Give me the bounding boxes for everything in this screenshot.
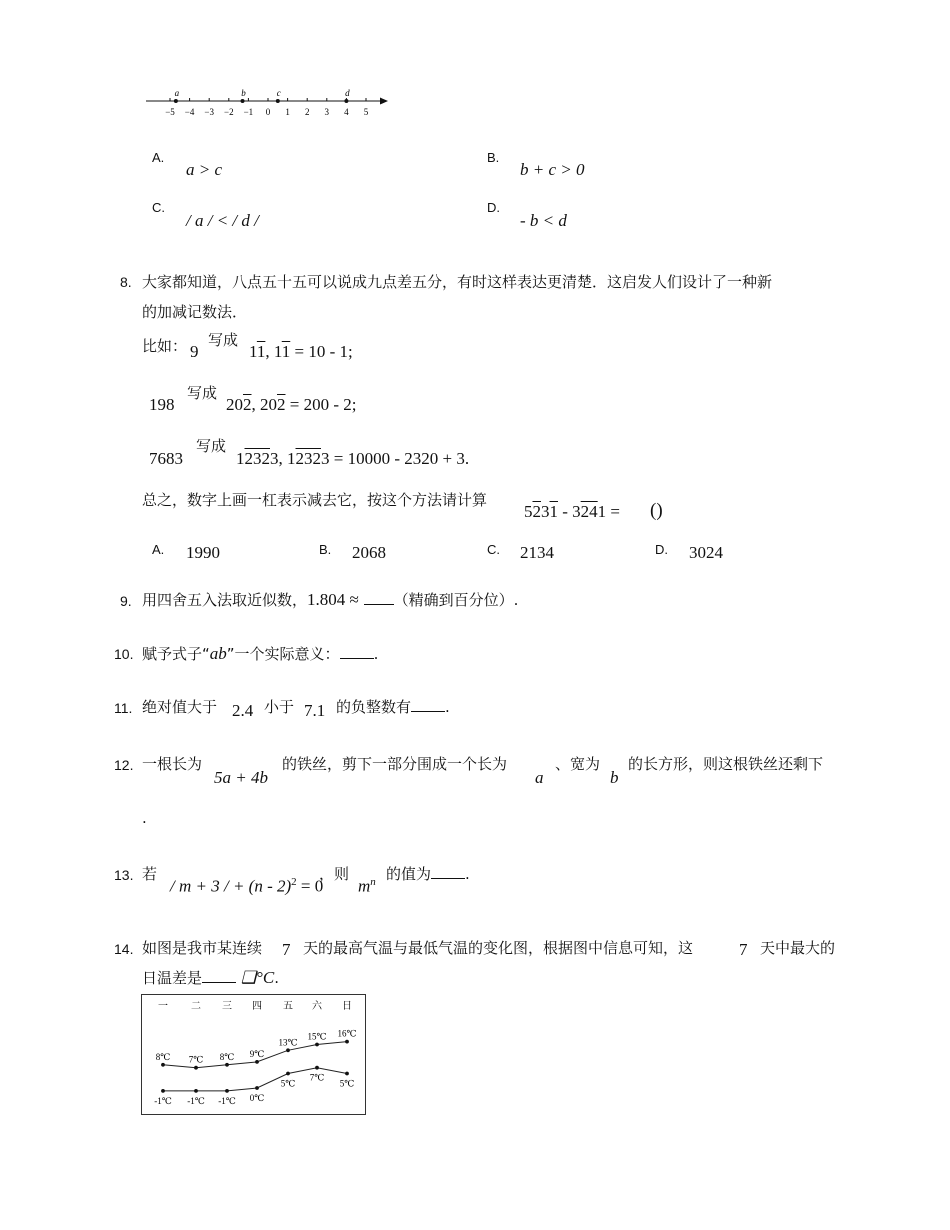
q12-text-4: 的长方形，则这根铁丝还剩下	[628, 755, 824, 773]
chart-point	[315, 1066, 319, 1070]
q12-text-2: 的铁丝，剪下一部分围成一个长为	[282, 755, 508, 773]
q8-expression: 5231 - 3241 =	[524, 502, 621, 521]
q14-value-1: 7	[282, 940, 291, 959]
chart-data-label: 5℃	[339, 1078, 355, 1089]
q8-option-a-value: 1990	[186, 543, 220, 562]
chart-data-label: 9℃	[249, 1048, 265, 1059]
q14-value-2: 7	[739, 940, 748, 959]
q10-line: 赋予式子“ab”一个实际意义： .	[142, 644, 379, 663]
q8-summary: 总之，数字上画一杠表示减去它，按这个方法请计算	[142, 491, 488, 509]
q12-expr-1: 5a + 4b	[214, 768, 268, 787]
chart-data-label: 16℃	[337, 1028, 357, 1039]
number-line-tick-label: −2	[224, 107, 234, 117]
q13-text-3: 的值为 .	[386, 865, 470, 883]
chart-data-label: 8℃	[219, 1051, 235, 1062]
q9-line: 用四舍五入法取近似数，1.804 ≈ （精确到百分位）.	[142, 590, 519, 609]
chart-point	[255, 1060, 259, 1064]
q7-option-d-label: D.	[487, 200, 500, 215]
q14-text-1: 如图是我市某连续	[142, 939, 263, 957]
number-line	[140, 88, 400, 120]
chart-category-label: 五	[283, 1001, 293, 1012]
number-line-tick-label: 1	[285, 107, 290, 117]
q8-ex2-write: 写成	[187, 384, 218, 402]
q7-option-c-label: C.	[152, 200, 165, 215]
chart-category-label: 二	[191, 1001, 201, 1012]
number-line-point-d	[344, 99, 348, 103]
chart-data-label: 7℃	[309, 1072, 325, 1083]
chart-category-label: 一	[158, 1001, 168, 1012]
q8-option-d-value: 3024	[689, 543, 723, 562]
q13-expression: / m + 3 / + (n - 2)$^2$ = 0	[170, 876, 324, 896]
q11-number: 11.	[114, 700, 133, 716]
q8-ex3-form: 12323, 12323 = 10000 - 2320 + 3.	[236, 449, 470, 468]
q12-expr-b: b	[610, 768, 619, 787]
q8-ex3-write: 写成	[196, 437, 227, 455]
chart-data-label: 7℃	[188, 1054, 204, 1065]
temperature-chart	[141, 994, 367, 1116]
q12-expr-a: a	[535, 768, 544, 787]
q8-ex2-form: 202, 202 = 200 - 2;	[226, 395, 357, 414]
q11-value-1: 2.4	[232, 701, 254, 720]
chart-point	[225, 1089, 229, 1093]
q8-ex1-form: 11, 11 = 10 - 1;	[249, 342, 353, 361]
q12-text-5: .	[142, 809, 147, 827]
chart-category-label: 四	[252, 1001, 262, 1012]
number-line-tick-label: 5	[363, 107, 369, 117]
q8-number: 8.	[120, 274, 132, 290]
q13-text-1: 若	[142, 865, 158, 883]
q7-option-a-expr: a > c	[186, 160, 223, 179]
q8-ex3-number: 7683	[149, 449, 183, 468]
number-line-tick-label: −1	[243, 107, 254, 117]
chart-category-label: 三	[222, 1001, 232, 1012]
q12-text-3: 、宽为	[555, 755, 601, 773]
chart-point	[194, 1089, 198, 1093]
q8-option-c-value: 2134	[520, 543, 554, 562]
q11-text-3: 的负整数有 .	[336, 698, 450, 716]
number-line-point-label: a	[174, 88, 180, 98]
chart-category-label: 六	[312, 1001, 322, 1012]
q8-ex2-number: 198	[149, 395, 175, 414]
q8-option-b-label: B.	[319, 542, 332, 557]
q10-number: 10.	[114, 646, 134, 662]
q8-answer-paren: ()	[650, 500, 663, 521]
q14-text-2: 天的最高气温与最低气温的变化图，根据图中信息可知，这	[303, 939, 694, 957]
number-line-tick-label: 3	[324, 107, 330, 117]
q13-text-2: ，则	[319, 865, 350, 883]
number-line-tick-label: 0	[265, 107, 271, 117]
number-line-tick-label: −3	[204, 107, 214, 117]
chart-data-label: 15℃	[307, 1031, 327, 1042]
q7-option-b-label: B.	[487, 150, 500, 165]
number-line-point-b	[241, 99, 245, 103]
q12-text-1: 一根长为	[142, 755, 203, 773]
chart-data-label: -1℃	[154, 1095, 172, 1106]
chart-point	[315, 1043, 319, 1047]
q8-line2: 的加减记数法．	[142, 303, 248, 321]
q11-text-2: 小于	[264, 698, 295, 716]
chart-point	[161, 1063, 165, 1067]
q13-m-power-n: $m^n$	[358, 876, 376, 896]
chart-point	[194, 1066, 198, 1070]
q8-ex1-write: 写成	[208, 331, 239, 349]
chart-data-label: 8℃	[155, 1051, 171, 1062]
number-line-point-label: b	[241, 88, 246, 98]
chart-point	[345, 1040, 349, 1044]
q11-value-2: 7.1	[304, 701, 326, 720]
q8-line1: 大家都知道，八点五十五可以说成九点差五分，有时这样表达更清楚．这启发人们设计了一种新	[142, 273, 773, 291]
q14-line2: 日温差是 ❑°C.	[142, 968, 279, 987]
q11-text-1: 绝对值大于	[142, 698, 218, 716]
chart-data-label: 5℃	[280, 1078, 296, 1089]
chart-point	[225, 1063, 229, 1067]
q8-option-d-label: D.	[655, 542, 668, 557]
q13-number: 13.	[114, 867, 134, 883]
chart-point	[345, 1072, 349, 1076]
chart-data-label: -1℃	[187, 1095, 205, 1106]
q8-option-c-label: C.	[487, 542, 500, 557]
q8-ex1-number: 9	[190, 342, 199, 361]
chart-point	[161, 1089, 165, 1093]
q7-option-d-expr: - b < d	[520, 211, 567, 230]
number-line-tick-label: −4	[184, 107, 195, 117]
q7-option-a-label: A.	[152, 150, 165, 165]
q14-number: 14.	[114, 941, 134, 957]
q8-option-b-value: 2068	[352, 543, 386, 562]
number-line-point-a	[174, 99, 178, 103]
number-line-tick-label: 4	[344, 107, 349, 117]
q7-option-b-expr: b + c > 0	[520, 160, 585, 179]
q7-option-c-expr: / a / < / d /	[186, 211, 259, 230]
q8-prefix: 比如：	[142, 337, 188, 355]
chart-point	[286, 1072, 290, 1076]
chart-data-label: 13℃	[278, 1037, 298, 1048]
number-line-tick-label: −5	[165, 107, 175, 117]
chart-point	[286, 1048, 290, 1052]
chart-point	[255, 1086, 259, 1090]
chart-category-label: 日	[342, 1001, 352, 1012]
q8-option-a-label: A.	[152, 542, 165, 557]
number-line-tick-label: 2	[304, 107, 310, 117]
q14-text-3: 天中最大的	[760, 939, 836, 957]
number-line-point-c	[276, 99, 280, 103]
chart-data-label: 0℃	[249, 1093, 265, 1103]
q12-number: 12.	[114, 757, 134, 773]
q9-number: 9.	[120, 593, 132, 609]
number-line-point-label: d	[345, 88, 350, 98]
number-line-point-label: c	[276, 88, 281, 98]
chart-data-label: -1℃	[218, 1095, 236, 1106]
